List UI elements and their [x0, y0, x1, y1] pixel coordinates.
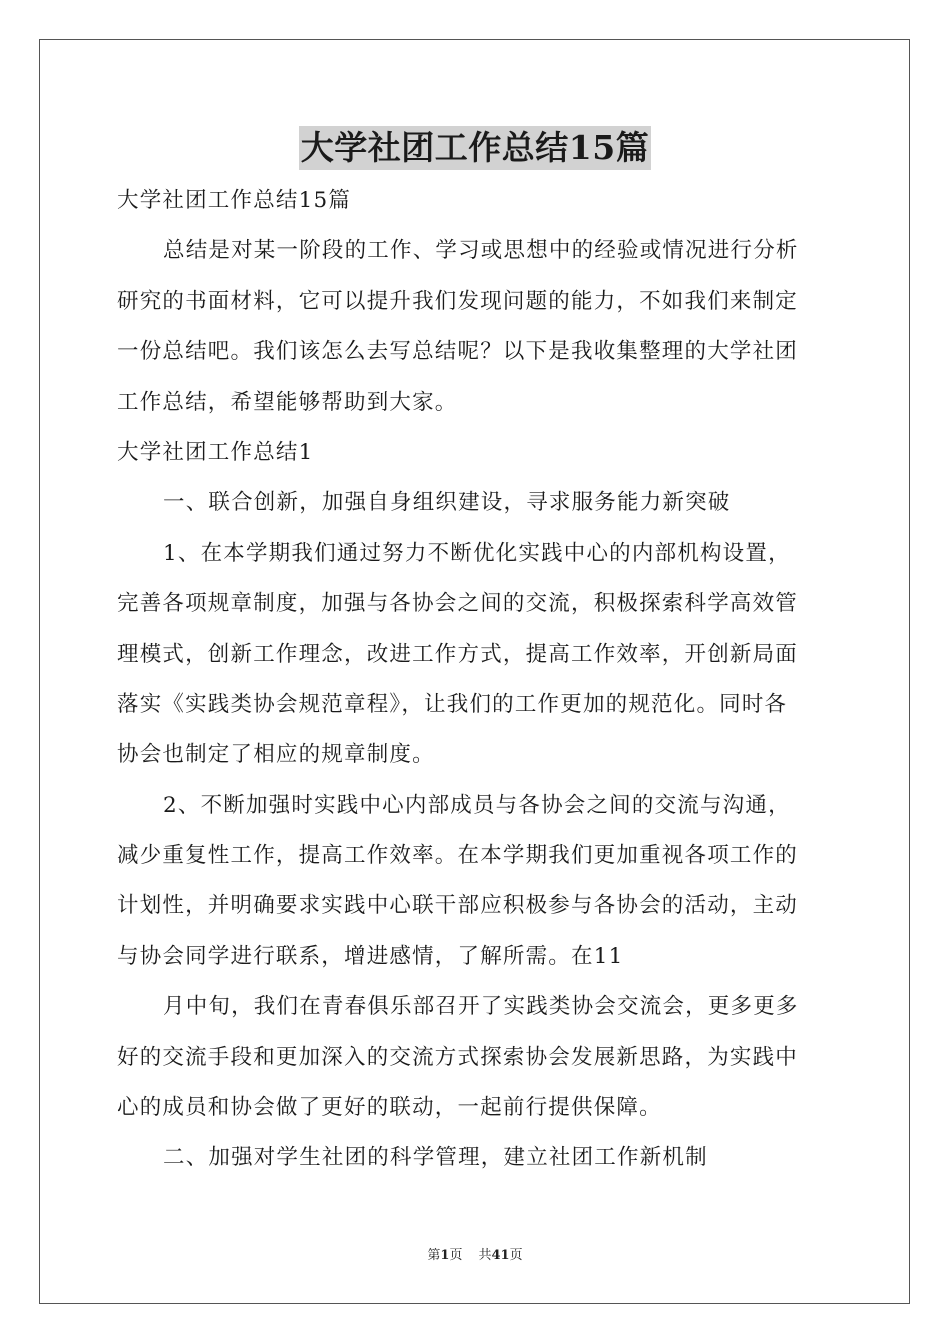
page-total-suffix: 页: [509, 1248, 523, 1263]
text-line: 总结是对某一阶段的工作、学习或思想中的经验或情况进行分析: [163, 238, 799, 264]
text-line: 协会也制定了相应的规章制度。: [117, 742, 435, 768]
document-body: [117, 176, 833, 1184]
document-title: 大学社团工作总结15篇: [299, 126, 651, 170]
text-line: 1、在本学期我们通过努力不断优化实践中心的内部机构设置，: [163, 540, 791, 566]
text-line: 月中旬，我们在青春俱乐部召开了实践类协会交流会，更多更多: [163, 994, 799, 1020]
text-line: 减少重复性工作，提高工作效率。在本学期我们更加重视各项工作的: [117, 843, 799, 869]
text-line: 计划性，并明确要求实践中心联干部应积极参与各协会的活动，主动: [117, 893, 799, 919]
text-line: 心的成员和协会做了更好的联动，一起前行提供保障。: [117, 1095, 662, 1121]
text-line: 大学社团工作总结1: [117, 439, 314, 465]
page-number-suffix: 页: [449, 1248, 463, 1263]
text-line: 研究的书面材料，它可以提升我们发现问题的能力，不如我们来制定: [117, 288, 799, 314]
text-line: 2、不断加强时实践中心内部成员与各协会之间的交流与沟通，: [163, 792, 791, 818]
text-line: 工作总结，希望能够帮助到大家。: [117, 389, 458, 415]
text-line: 一份总结吧。我们该怎么去写总结呢？以下是我收集整理的大学社团: [117, 339, 799, 365]
page-total-prefix: 共: [478, 1248, 492, 1263]
page-number-current: 1: [440, 1248, 450, 1263]
page-number-total: 41: [491, 1248, 510, 1263]
text-line: 理模式，创新工作理念，改进工作方式，提高工作效率，开创新局面: [117, 641, 799, 667]
text-line: 一、联合创新，加强自身组织建设，寻求服务能力新突破: [163, 490, 731, 516]
text-line: 与协会同学进行联系，增进感情，了解所需。在11: [117, 943, 624, 969]
page-number-prefix: 第: [427, 1248, 441, 1263]
page-footer: [0, 1244, 950, 1263]
text-line: 二、加强对学生社团的科学管理，建立社团工作新机制: [163, 1145, 708, 1171]
text-line: 完善各项规章制度，加强与各协会之间的交流，积极探索科学高效管: [117, 591, 799, 617]
text-line: 落实《实践类协会规范章程》，让我们的工作更加的规范化。同时各: [117, 691, 788, 717]
text-line: 大学社团工作总结15篇: [117, 188, 352, 213]
title-block: [0, 126, 950, 170]
text-line: 好的交流手段和更加深入的交流方式探索协会发展新思路，为实践中: [117, 1044, 799, 1070]
